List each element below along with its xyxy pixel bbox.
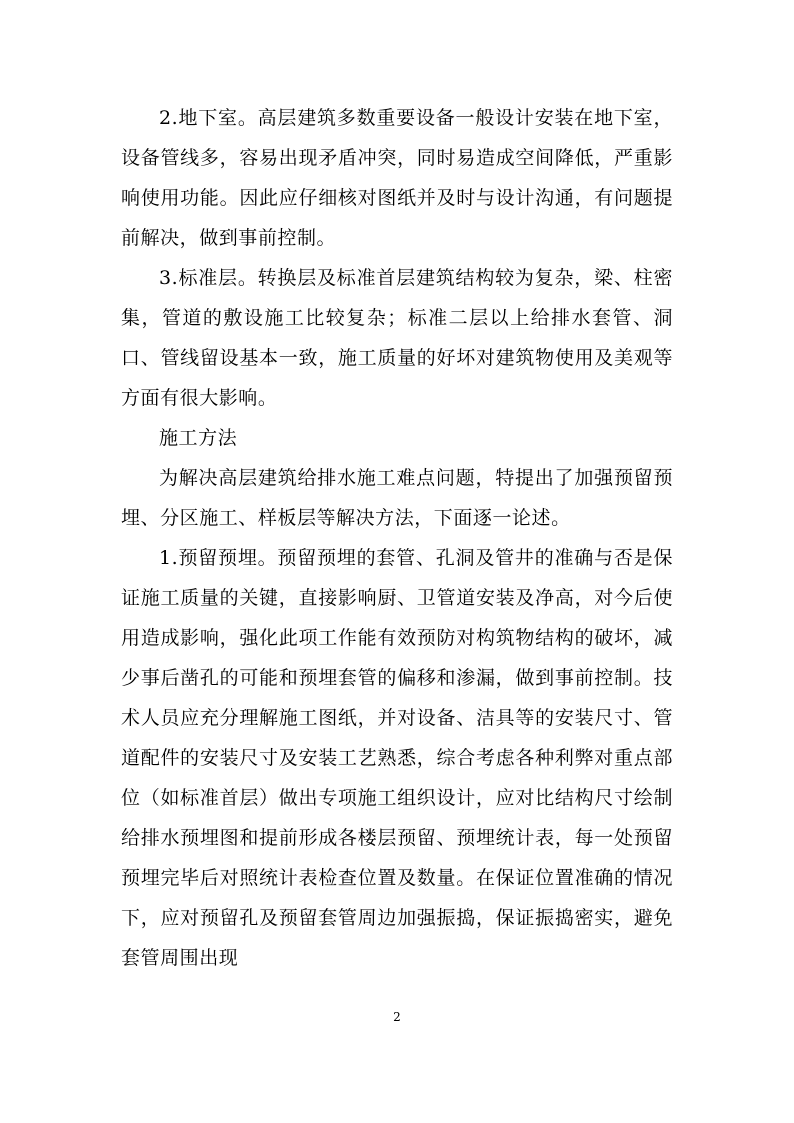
paragraph-method-intro: 为解决高层建筑给排水施工难点问题，特提出了加强预留预埋、分区施工、样板层等解决方法，下面逐一论述。 [121,467,673,529]
section-heading-construction-method: 施工方法 [159,427,238,449]
paragraph-basement: 2.地下室。高层建筑多数重要设备一般设计安装在地下室，设备管线多，容易出现矛盾冲突，同时易造成空间降低，严重影响使用功能。因此应仔细核对图纸并及时与设计沟通，有问题提前解决，做到事前控制。 [121,107,673,249]
page-number: 2 [393,1010,401,1024]
body-text [121,98,673,978]
paragraph-standard-floor: 3.标准层。转换层及标准首层建筑结构较为复杂，梁、柱密集，管道的敷设施工比较复杂；标准二层以上给排水套管、洞口、管线留设基本一致，施工质量的好坏对建筑物使用及美观等方面有很大影响。 [121,267,673,409]
paragraph-embedded-parts: 1.预留预埋。预留预埋的套管、孔洞及管井的准确与否是保证施工质量的关键，直接影响厨、卫管道安装及净高，对今后使用造成影响，强化此项工作能有效预防对构筑物结构的破坏，减少事后凿孔的可能和预埋套管的偏移和渗漏，做到事前控制。技术人员应充分理解施工图纸，并对设备、洁具等的安装尺寸、管道配件的安装尺寸及安装工艺熟悉，综合考虑各种利弊对重点部位（如标准首层）做出专项施工组织设计，应对比结构尺寸绘制给排水预埋图和提前形成各楼层预留、预埋统计表，每一处预留预埋完毕后对照统计表检查位置及数量。在保证位置准确的情况下，应对预留孔及预留套管周边加强振捣，保证振捣密实，避免套管周围出现 [121,547,673,969]
